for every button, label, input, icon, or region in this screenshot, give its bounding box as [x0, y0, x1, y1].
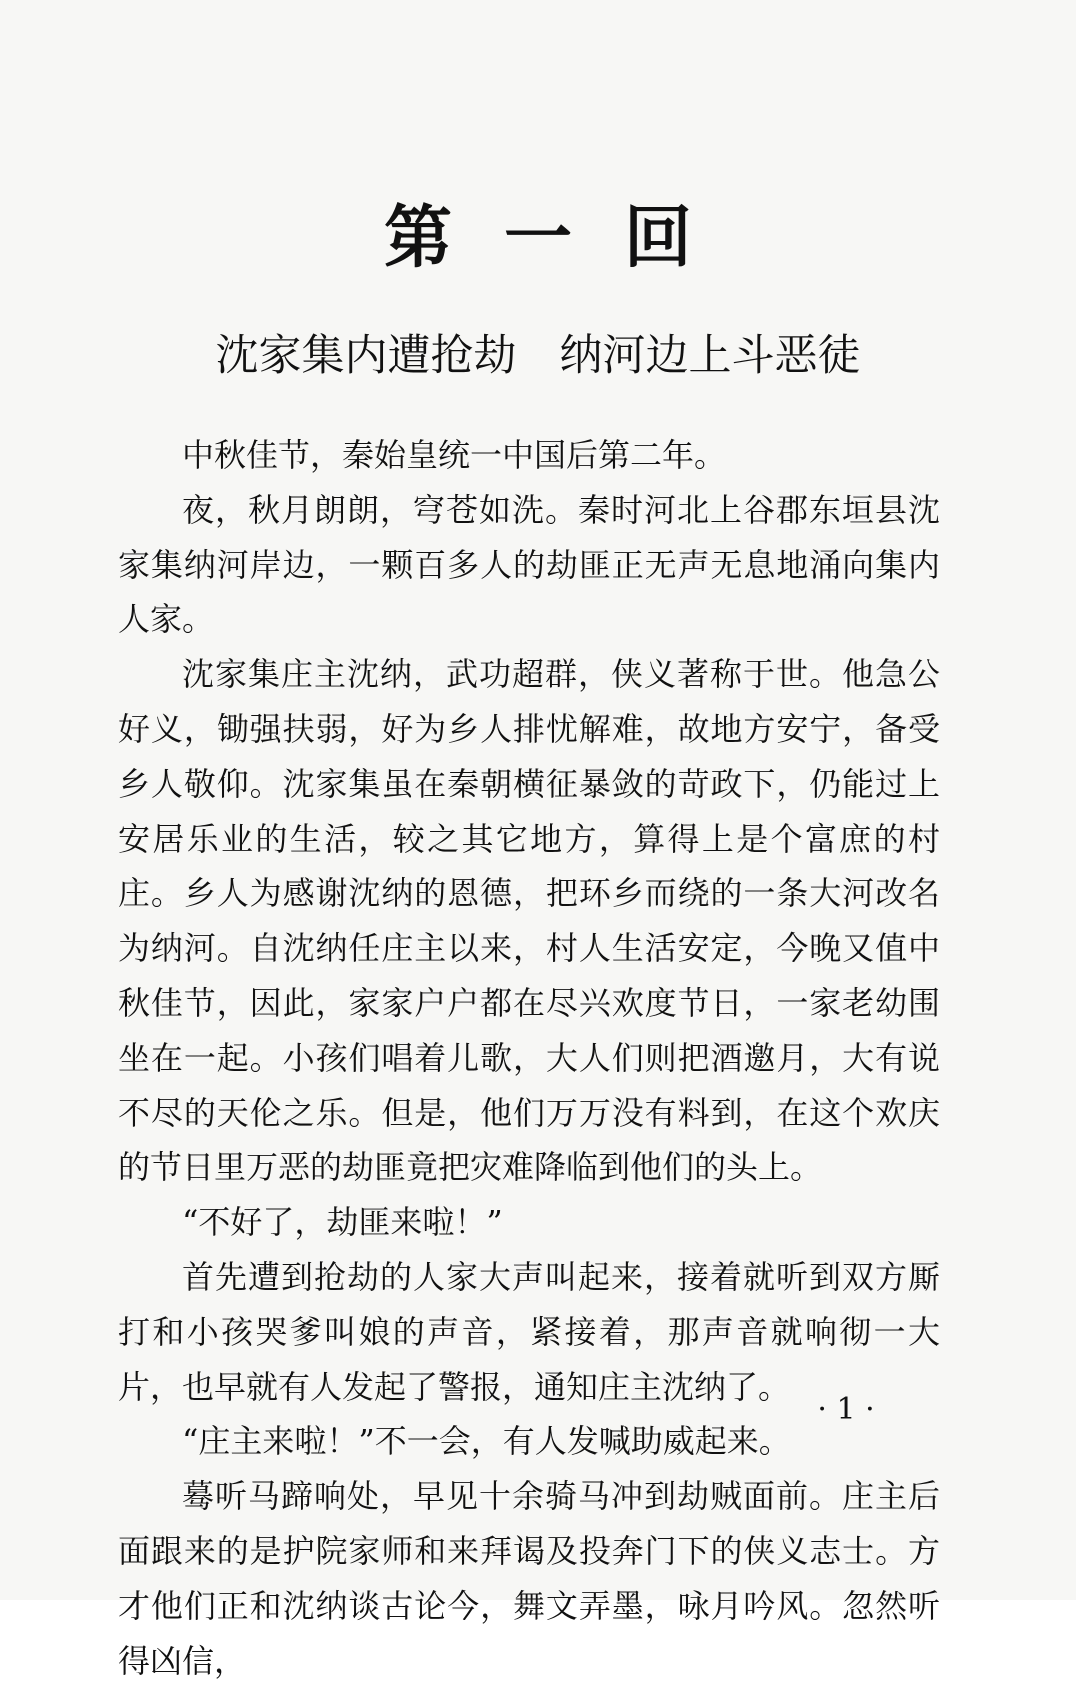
paragraph: 夜，秋月朗朗，穹苍如洗。秦时河北上谷郡东垣县沈家集纳河岸边，一颗百多人的劫匪正无声无息地涌向集内人家。: [118, 490, 940, 639]
chapter-title: 第一回: [383, 198, 744, 278]
chapter-subtitle: 沈家集内遭抢劫 纳河边上斗恶徒: [215, 331, 861, 381]
paragraph: “庄主来啦！”不一会，有人发喊助威起来。: [182, 1422, 791, 1461]
paragraph: “不好了，劫匪来啦！”: [182, 1203, 503, 1242]
paragraph: 首先遭到抢劫的人家大声叫起来，接着就听到双方厮打和小孩哭爹叫娘的声音，紧接着，那声音就响彻一大片，也早就有人发起了警报，通知庄主沈纳了。: [118, 1257, 940, 1406]
paragraph: 沈家集庄主沈纳，武功超群，侠义著称于世。他急公好义，锄强扶弱，好为乡人排忧解难，故地方安宁，备受乡人敬仰。沈家集虽在秦朝横征暴敛的苛政下，仍能过上安居乐业的生活，较之其它地方，算得上是个富庶的村庄。乡人为感谢沈纳的恩德，把环乡而绕的一条大河改名为纳河。自沈纳任庄主以来，村人生活安定，今晚又值中秋佳节，因此，家家户户都在尽兴欢度节日，一家老幼围坐在一起。小孩们唱着儿歌，大人们则把酒邀月，大有说不尽的天伦之乐。但是，他们万万没有料到，在这个欢庆的节日里万恶的劫匪竟把灾难降临到他们的头上。: [118, 655, 940, 1187]
body-text: [118, 428, 940, 1688]
paragraph: 中秋佳节，秦始皇统一中国后第二年。: [182, 436, 727, 474]
paragraph: 蓦听马蹄响处，早见十余骑马冲到劫贼面前。庄主后面跟来的是护院家师和来拜谒及投奔门下的侠义志士。方才他们正和沈纳谈古论今，舞文弄墨，咏月吟风。忽然听得凶信，: [118, 1477, 940, 1680]
page-number: · 1 ·: [817, 1392, 875, 1427]
